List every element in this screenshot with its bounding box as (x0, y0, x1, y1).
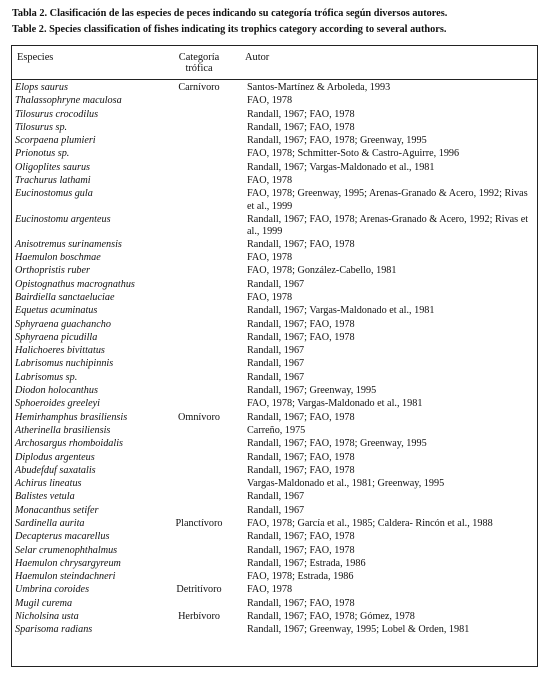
table-row (12, 624, 537, 637)
author-cell: Randall, 1967; FAO, 1978 (247, 121, 355, 133)
species-cell: Scorpaena plumieri (15, 135, 96, 147)
table-row (12, 545, 537, 558)
table-row (12, 584, 537, 597)
table-row (12, 292, 537, 305)
species-cell: Selar crumenophthalmus (15, 544, 118, 556)
author-cell: Randall, 1967; Vargas-Maldonado et al., 1981 (247, 161, 435, 173)
author-cell: FAO, 1978 (247, 95, 293, 107)
species-cell: Archosargus rhomboidalis (15, 438, 124, 450)
table-row (12, 452, 537, 465)
table-caption-spanish: Tabla 2. Clasificación de las especies de peces indicando su categoría trófica según diversos autores. (12, 8, 448, 19)
species-cell: Halichoeres bivittatus (15, 345, 105, 357)
species-cell: Hemirhamphus brasiliensis (15, 411, 128, 423)
species-cell: Tilosurus sp. (15, 121, 68, 133)
table-row (12, 95, 537, 108)
table-row (12, 518, 537, 531)
category-cell: Herbívoro (178, 611, 220, 623)
species-cell: Sphyraena picudilla (15, 331, 98, 343)
header-species: Especies (17, 52, 54, 63)
species-cell: Abudefduf saxatalis (15, 464, 96, 476)
table-row (12, 385, 537, 398)
table-row (12, 571, 537, 584)
author-cell: Randall, 1967; FAO, 1978; Greenway, 1995 (247, 438, 427, 450)
species-cell: Trachurus lathami (15, 175, 91, 187)
table-row (12, 372, 537, 385)
author-cell: Randall, 1967; FAO, 1978; Gómez, 1978 (247, 611, 415, 623)
species-cell: Mugil curema (15, 597, 73, 609)
table-row (12, 279, 537, 292)
table-row (12, 611, 537, 624)
author-cell: FAO, 1978 (247, 252, 293, 264)
table-caption-english: Table 2. Species classification of fishes indicating its trophics category according to several authors. (12, 24, 447, 35)
author-cell: FAO, 1978; González-Cabello, 1981 (247, 265, 397, 277)
species-cell: Balistes vetula (15, 491, 75, 503)
author-cell: FAO, 1978; Schmitter-Soto & Castro-Aguirre, 1996 (247, 148, 460, 160)
author-cell: Randall, 1967 (247, 371, 305, 383)
table-body (12, 82, 537, 638)
category-cell: Carnívoro (178, 82, 220, 93)
category-cell: Planctívoro (175, 517, 223, 529)
author-cell: FAO, 1978 (247, 584, 293, 596)
table-header (12, 46, 537, 80)
species-cell: Decapterus macarellus (15, 531, 110, 543)
species-cell: Sphoeroides greeleyi (15, 398, 100, 410)
species-cell: Orthopristis ruber (15, 265, 91, 277)
species-cell: Monacanthus setifer (15, 504, 99, 516)
species-cell: Opistognathus macrognathus (15, 278, 135, 290)
author-cell: FAO, 1978; García et al., 1985; Caldera- Rincón et al., 1988 (247, 517, 493, 529)
species-cell: Thalassophryne maculosa (15, 95, 122, 107)
species-cell: Sphyraena guachancho (15, 318, 111, 330)
table-row (12, 135, 537, 148)
author-cell: Randall, 1967 (247, 504, 305, 516)
table-row (12, 332, 537, 345)
author-cell: Randall, 1967; FAO, 1978 (247, 108, 355, 120)
species-cell: Equetus acuminatus (15, 305, 98, 317)
species-cell: Oligoplites saurus (15, 161, 90, 173)
species-cell: Eucinostomus gula (15, 188, 93, 200)
author-cell: Randall, 1967; Estrada, 1986 (247, 557, 366, 569)
author-cell: Randall, 1967; FAO, 1978 (247, 238, 355, 250)
table-row (12, 491, 537, 504)
header-category: Categoría trófica (178, 52, 220, 74)
author-cell: Randall, 1967; FAO, 1978 (247, 318, 355, 330)
author-cell: Randall, 1967; FAO, 1978; Arenas-Granado & Acero, 1992; Rivas et al., 1999 (247, 213, 529, 238)
table-row (12, 252, 537, 265)
species-cell: Elops saurus (15, 82, 68, 93)
author-cell: Carreño, 1975 (247, 424, 306, 436)
table-row (12, 598, 537, 611)
author-cell: FAO, 1978; Greenway, 1995; Arenas-Granado & Acero, 1992; Rivas et al., 1999 (247, 188, 528, 212)
species-cell: Bairdiella sanctaeluciae (15, 291, 115, 303)
author-cell: Randall, 1967; Greenway, 1995; Lobel & Orden, 1981 (247, 624, 470, 636)
author-cell: Randall, 1967; FAO, 1978 (247, 531, 355, 543)
table-row (12, 505, 537, 518)
species-cell: Tilosurus crocodilus (15, 108, 99, 120)
author-cell: Randall, 1967; FAO, 1978 (247, 451, 355, 463)
table-row (12, 438, 537, 451)
author-cell: Santos-Martínez & Arboleda, 1993 (247, 82, 391, 93)
species-cell: Atherinella brasiliensis (15, 424, 111, 436)
author-cell: Randall, 1967 (247, 345, 305, 357)
table-row (12, 305, 537, 318)
author-cell: Randall, 1967; FAO, 1978 (247, 331, 355, 343)
author-cell: Randall, 1967 (247, 278, 305, 290)
author-cell: Randall, 1967; FAO, 1978 (247, 544, 355, 556)
table-row (12, 358, 537, 371)
table-row (12, 465, 537, 478)
author-cell: Randall, 1967 (247, 358, 305, 370)
table-row (12, 319, 537, 332)
species-cell: Achirus lineatus (15, 478, 82, 490)
species-cell: Haemulon chrysargyreum (15, 557, 121, 569)
table-row (12, 412, 537, 425)
author-cell: FAO, 1978 (247, 291, 293, 303)
author-cell: FAO, 1978; Estrada, 1986 (247, 571, 354, 583)
table-row (12, 162, 537, 175)
table-row (12, 148, 537, 161)
species-cell: Labrisomus sp. (15, 371, 78, 383)
table-row (12, 531, 537, 544)
author-cell: Randall, 1967; FAO, 1978 (247, 411, 355, 423)
author-cell: Vargas-Maldonado et al., 1981; Greenway, 1995 (247, 478, 445, 490)
species-cell: Sardinella aurita (15, 517, 85, 529)
table-row (12, 188, 537, 213)
header-author: Autor (245, 52, 270, 63)
table-row (12, 175, 537, 188)
table-row (12, 265, 537, 278)
author-cell: Randall, 1967; Vargas-Maldonado et al., 1981 (247, 305, 435, 317)
author-cell: Randall, 1967; Greenway, 1995 (247, 385, 377, 397)
species-table (11, 45, 538, 667)
table-row (12, 239, 537, 252)
species-cell: Nicholsina usta (15, 611, 79, 623)
species-cell: Anisotremus surinamensis (15, 238, 122, 250)
table-row (12, 478, 537, 491)
table-row (12, 109, 537, 122)
species-cell: Diodon holocanthus (15, 385, 98, 397)
species-cell: Eucinostomu argenteus (15, 213, 111, 225)
species-cell: Sparisoma radians (15, 624, 93, 636)
species-cell: Labrisomus nuchipinnis (15, 358, 114, 370)
category-cell: Omnívoro (178, 411, 220, 423)
table-row (12, 398, 537, 411)
table-row (12, 122, 537, 135)
species-cell: Prionotus sp. (15, 148, 70, 160)
category-cell: Detritívoro (176, 584, 222, 596)
table-row (12, 425, 537, 438)
author-cell: FAO, 1978; Vargas-Maldonado et al., 1981 (247, 398, 423, 410)
species-cell: Haemulon boschmae (15, 252, 101, 264)
author-cell: Randall, 1967; FAO, 1978 (247, 597, 355, 609)
table-row (12, 558, 537, 571)
species-cell: Umbrina coroides (15, 584, 90, 596)
author-cell: Randall, 1967; FAO, 1978 (247, 464, 355, 476)
author-cell: FAO, 1978 (247, 175, 293, 187)
table-row (12, 214, 537, 239)
author-cell: Randall, 1967; FAO, 1978; Greenway, 1995 (247, 135, 427, 147)
table-row (12, 82, 537, 95)
table-row (12, 345, 537, 358)
author-cell: Randall, 1967 (247, 491, 305, 503)
species-cell: Haemulon steindachneri (15, 571, 116, 583)
species-cell: Diplodus argenteus (15, 451, 95, 463)
